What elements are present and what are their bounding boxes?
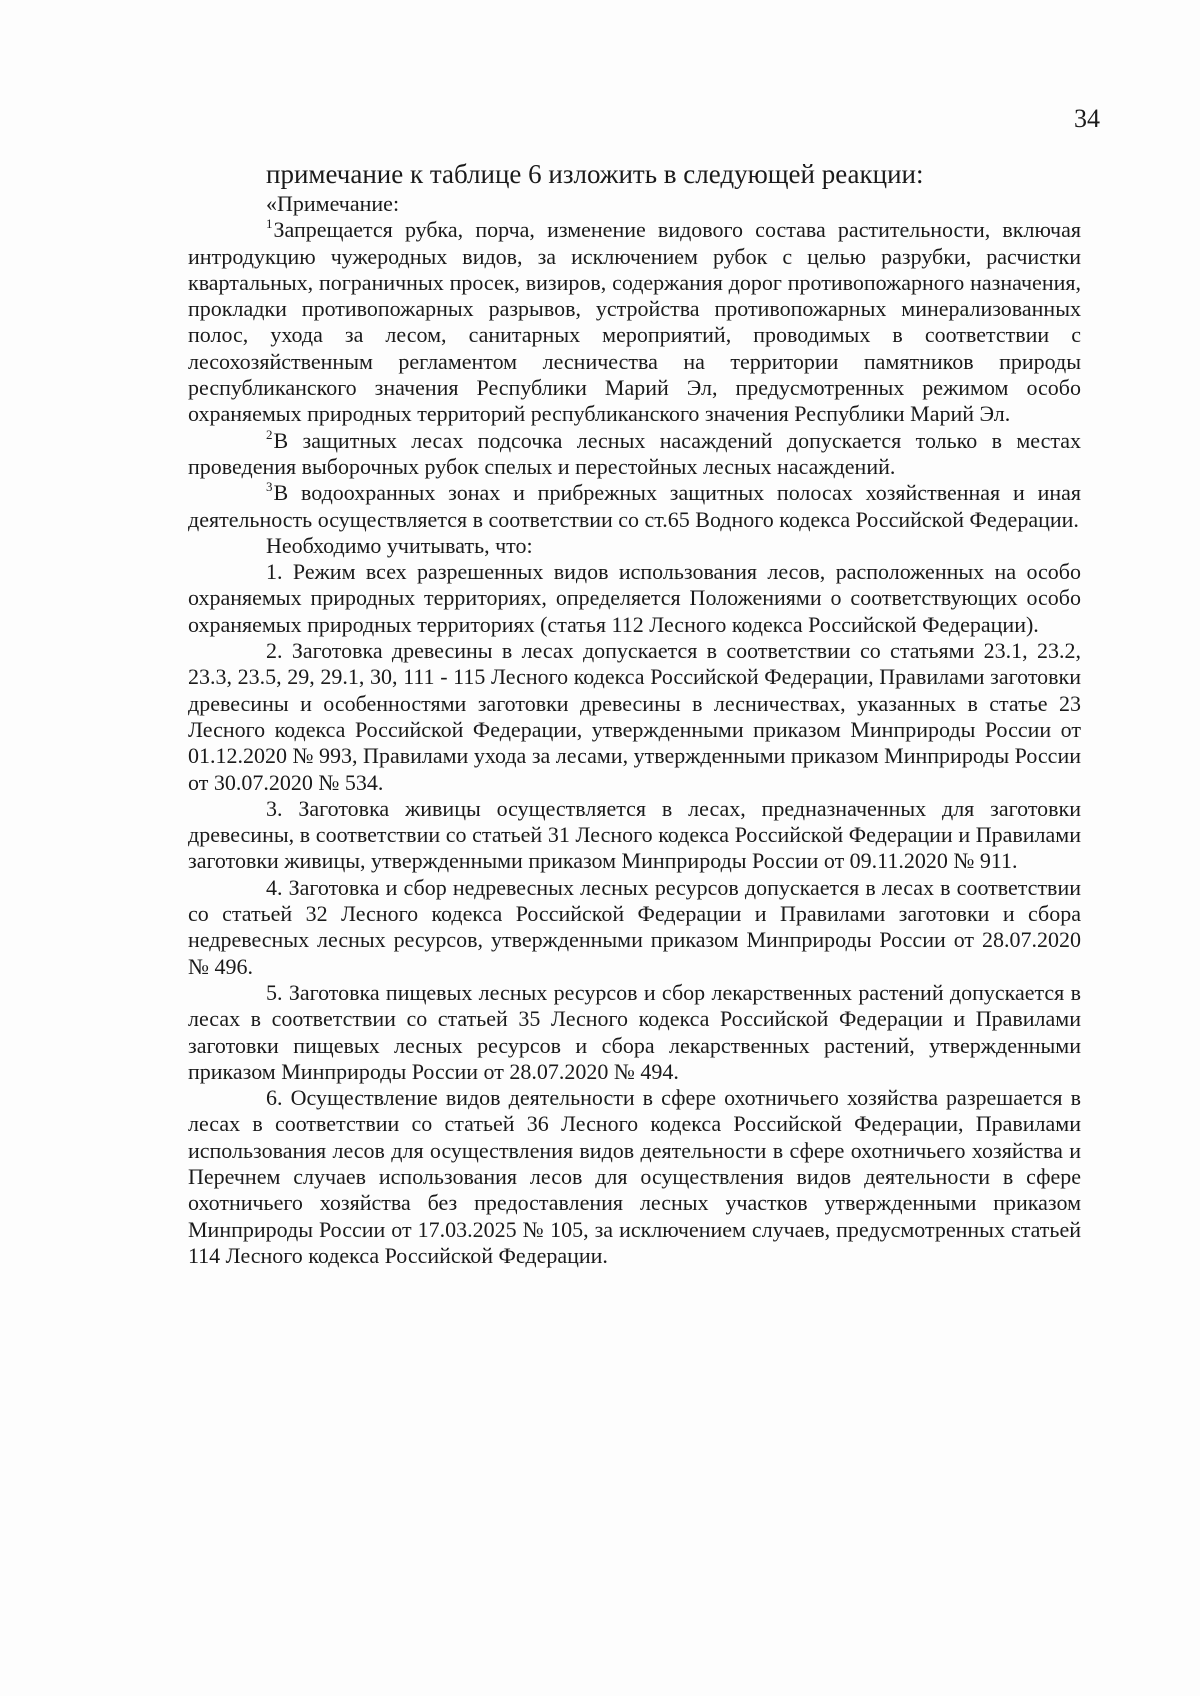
note-title: «Примечание: (266, 191, 400, 216)
list-item-5: 5. Заготовка пищевых лесных ресурсов и сбор лекарственных растений допускается в лесах в соответствии со статьей 35 Лесного кодекса Российской Федерации и Правилами заготовки пищевых лесных ресурсов и сбора лекарственных растений, утвержденными приказом Минприроды России от 28.07.2020 № 494. (188, 979, 1081, 1084)
footnote-1 (188, 217, 1081, 427)
list-item-1: 1. Режим всех разрешенных видов использования лесов, расположенных на особо охраняемых природных территориях, определяется Положениями о соответствующих особо охраняемых природных территориях (статья 112 Лесного кодекса Российской Федерации). (188, 559, 1081, 637)
footnote-text: В защитных лесах подсочка лесных насаждений допускается только в местах проведения выборочных рубок спелых и перестойных лесных насаждений. (188, 427, 1081, 479)
page-number: 34 (1074, 104, 1100, 133)
consider-intro: Необходимо учитывать, что: (266, 532, 533, 558)
list-item-6: 6. Осуществление видов деятельности в сфере охотничьего хозяйства разрешается в лесах в соответствии со статьей 36 Лесного кодекса Российской Федерации, Правилами использования лесов для осуществления видов деятельности в сфере охотничьего хозяйства и Перечнем случаев использования лесов для осуществления видов деятельности в сфере охотничьего хозяйства без предоставления лесных участков утвержденными приказом Минприроды России от 17.03.2025 № 105, за исключением случаев, предусмотренных статьей 114 Лесного кодекса Российской Федерации. (188, 1085, 1081, 1268)
footnote-2 (188, 428, 1081, 481)
footnote-marker: 2 (266, 426, 273, 442)
footnote-marker: 1 (266, 216, 273, 232)
footnote-3 (188, 480, 1081, 533)
footnote-marker: 3 (266, 479, 273, 495)
footnote-text: В водоохранных зонах и прибрежных защитных полосах хозяйственная и иная деятельность осуществляется в соответствии со ст.65 Водного кодекса Российской Федерации. (188, 480, 1081, 532)
footnote-text: Запрещается рубка, порча, изменение видового состава растительности, включая интродукцию чужеродных видов, за исключением рубок с целью разрубки, расчистки квартальных, пограничных просек, визиров, содержания дорог противопожарного назначения, прокладки противопожарных разрывов, устройства противопожарных минерализованных полос, ухода за лесом, санитарных мероприятий, проводимых в соответствии с лесохозяйственным регламентом лесничества на территории памятников природы республиканского значения Республики Марий Эл, предусмотренных режимом особо охраняемых природных территорий республиканского значения Республики Марий Эл. (188, 217, 1081, 427)
document-body (188, 158, 1081, 1269)
list-item-3: 3. Заготовка живицы осуществляется в лесах, предназначенных для заготовки древесины, в соответствии со статьей 31 Лесного кодекса Российской Федерации и Правилами заготовки живицы, утвержденными приказом Минприроды России от 09.11.2020 № 911. (188, 795, 1081, 874)
list-item-2: 2. Заготовка древесины в лесах допускается в соответствии со статьями 23.1, 23.2, 23.3, 23.5, 29, 29.1, 30, 111 - 115 Лесного кодекса Российской Федерации, Правилами заготовки древесины и особенностями заготовки древесины в лесничествах, указанных в статье 23 Лесного кодекса Российской Федерации, утвержденными приказом Минприроды России от 01.12.2020 № 993, Правилами ухода за лесами, утвержденными приказом Минприроды России от 30.07.2020 № 534. (188, 638, 1081, 795)
amendment-heading: примечание к таблице 6 изложить в следующей реакции: (266, 159, 924, 189)
list-item-4: 4. Заготовка и сбор недревесных лесных ресурсов допускается в лесах в соответствии со статьей 32 Лесного кодекса Российской Федерации и Правилами заготовки и сбора недревесных лесных ресурсов, утвержденными приказом Минприроды России от 28.07.2020 № 496. (188, 874, 1081, 979)
